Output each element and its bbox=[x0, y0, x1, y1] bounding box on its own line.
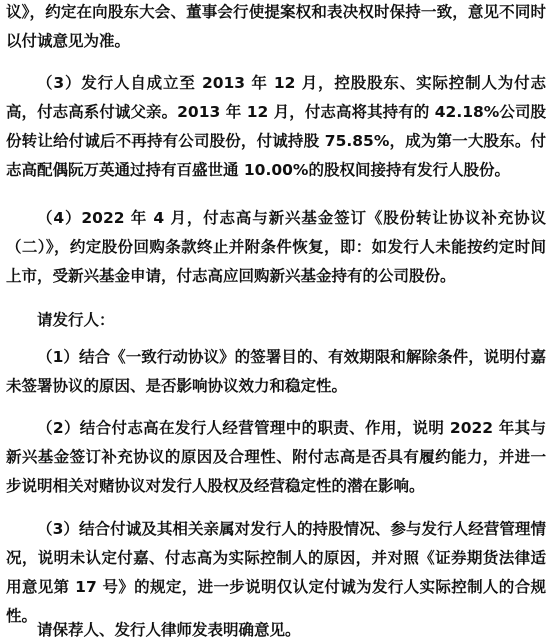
paragraph-request-3: （3）结合付诚及其相关亲属对发行人的持股情况、参与发行人经营管理情况，说明未认定付嘉、付志高为实际控制人的原因，并对照《证券期货法律适用意见第 17 号》的规定，进一步说明仅认定付诚为发行人实际控制人的合规性。 bbox=[6, 520, 546, 625]
paragraph-agreement-continuation: 议》，约定在向股东大会、董事会行使提案权和表决权时保持一致，意见不同时以付诚意见为准。 bbox=[6, 3, 546, 50]
paragraph-request-heading: 请发行人： bbox=[37, 311, 115, 329]
paragraph-request-2: （2）结合付志高在发行人经营管理中的职责、作用，说明 2022 年其与新兴基金签订补充协议的原因及合理性、附付志高是否具有履约能力，并进一步说明相关对赌协议对发行人股权及经营稳定性的潜在影响。 bbox=[6, 419, 546, 495]
paragraph-request-1: （1）结合《一致行动协议》的签署目的、有效期限和解除条件，说明付嘉未签署协议的原因、是否影响协议效力和稳定性。 bbox=[6, 348, 546, 395]
paragraph-item-4-supplementary-agreement: （4）2022 年 4 月，付志高与新兴基金签订《股份转让协议补充协议（二）》，约定股份回购条款终止并附条件恢复，即：如发行人未能按约定时间上市，受新兴基金申请，付志高应回购新兴基金持有的公司股份。 bbox=[6, 209, 546, 285]
paragraph-item-3-controlling-history: （3）发行人自成立至 2013 年 12 月，控股股东、实际控制人为付志高，付志高系付诚父亲。2013 年 12 月，付志高将其持有的 42.18%公司股份转让给付诚后不再持有公司股份，付诚持股 75.85%，成为第一大股东。付志高配偶阮万英通过持有百盛世通 10.00%的股权间接持有发行人股份。 bbox=[6, 74, 546, 179]
paragraph-closing-request: 请保荐人、发行人律师发表明确意见。 bbox=[37, 621, 301, 639]
